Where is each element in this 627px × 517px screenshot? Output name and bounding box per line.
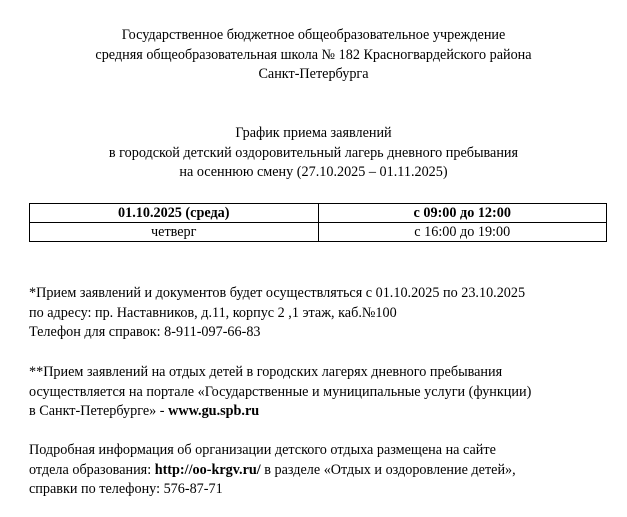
note2-line3 [29, 402, 619, 422]
title-line1: График приема заявлений [235, 125, 392, 141]
institution-name-line1: Государственное бюджетное общеобразовательное учреждение [121, 27, 506, 43]
note2-line2: осуществляется на портале «Государственные и муниципальные услуги (функции) [29, 383, 532, 400]
note1-line1: *Прием заявлений и документов будет осуществляться с 01.10.2025 по 23.10.2025 [29, 285, 526, 301]
title-line3: на осеннюю смену (27.10.2025 – 01.11.2025) [179, 164, 448, 180]
note-application-dates [29, 284, 619, 343]
note-portal [29, 363, 619, 422]
note1-line2: по адресу: пр. Наставников, д.11, корпус 2 ,1 этаж, каб.№100 [29, 304, 397, 321]
schedule-time: с 09:00 до 12:00 [318, 204, 607, 223]
note3-line1: Подробная информация об организации детского отдыха размещена на сайте [29, 442, 496, 458]
document-title [0, 124, 627, 183]
note2-line1: **Прием заявлений на отдых детей в городских лагерях дневного пребывания [29, 364, 503, 380]
title-line2: в городской детский оздоровительный лагерь дневного пребывания [108, 144, 519, 161]
note-more-info [29, 441, 619, 500]
note3-line2-suffix: в разделе «Отдых и оздоровление детей», [260, 461, 516, 478]
note2-line3-prefix: в Санкт-Петербурге» - [29, 403, 169, 419]
schedule-day: 01.10.2025 (среда) [30, 204, 319, 223]
note1-phone: Телефон для справок: 8-911-097-66-83 [29, 324, 261, 340]
note3-line2-prefix: отдела образования: [29, 461, 155, 478]
table-row [30, 223, 607, 242]
schedule-time: с 16:00 до 19:00 [318, 223, 607, 242]
schedule-day: четверг [30, 223, 319, 242]
institution-header [0, 26, 627, 85]
institution-name-line2: средняя общеобразовательная школа № 182 Красногвардейского района [95, 46, 532, 63]
education-dept-link[interactable]: http://oo-krgv.ru/ [154, 461, 261, 478]
portal-link[interactable]: www.gu.spb.ru [168, 403, 260, 419]
note3-line2 [29, 461, 619, 481]
institution-city: Санкт-Петербурга [258, 66, 369, 82]
table-row [30, 204, 607, 223]
schedule-table [29, 203, 607, 242]
note3-phone: справки по телефону: 576-87-71 [29, 481, 223, 497]
